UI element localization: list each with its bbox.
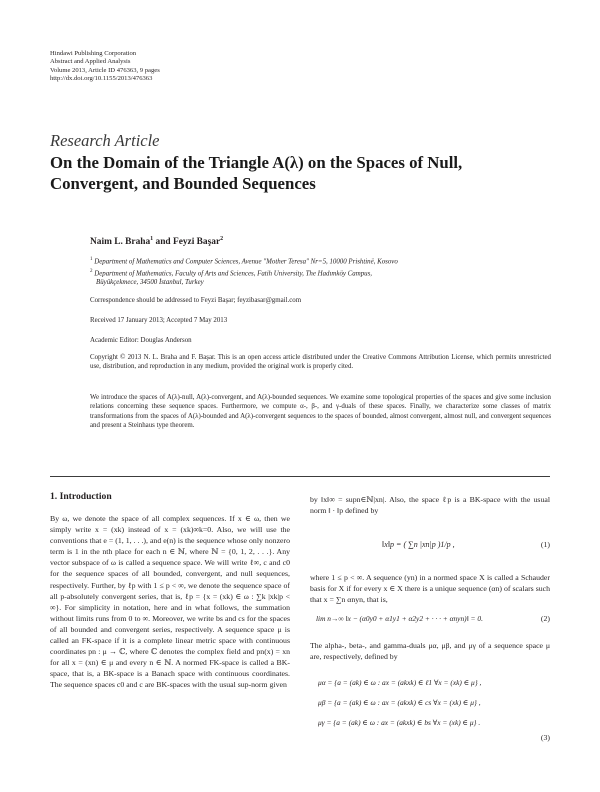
section-heading: 1. Introduction: [50, 491, 112, 502]
author-affiliation-mark: 2: [220, 236, 224, 242]
affiliation-1: Department of Mathematics and Computer Sciences, Avenue "Mother Teresa" Nr=5, 10000 Prishtinë, Kosovo: [94, 258, 398, 266]
copyright-notice: Copyright © 2013 N. L. Braha and F. Başar. This is an open access article distributed under the Creative Commons Attribution License, which permits unrestricted use, distribution, and reproduction in any medium, provided the original work is properly cited.: [90, 354, 551, 371]
journal-header: [50, 50, 160, 83]
equation-1: [310, 540, 550, 554]
equation-1-body: ‖x‖p = ( ∑n |xn|p )1/p ,: [382, 540, 455, 549]
equation-1-number: (1): [540, 540, 550, 549]
author-name: Naim L. Braha: [90, 237, 151, 248]
equation-3-beta: μβ = {a = (ak) ∈ ω : ax = (akxk) ∈ cs ∀x = (xk) ∈ μ} ,: [318, 698, 481, 707]
equation-2-number: (2): [540, 614, 550, 623]
affiliation-number: 1: [90, 257, 93, 262]
received-dates: Received 17 January 2013; Accepted 7 May 2013: [90, 317, 228, 324]
equation-2-body: lim n→∞ ‖x − (α0y0 + α1y1 + α2y2 + · · · + αnyn)‖ = 0.: [316, 614, 483, 623]
abstract: We introduce the spaces of A(λ)-null, A(λ)-convergent, and A(λ)-bounded sequences. We examine some topological properties of the spaces and give some inclusion relations concerning these sequence spaces. Furthermore, we compute α-, β-, and γ-duals of these spaces. Finally, we characterize some classes of matrix transformations from the spaces of A(λ)-bounded and A(λ)-convergent sequences to the spaces of bounded, almost convergent, almost null, and convergent sequences and present a Steinhaus type theorem.: [90, 394, 551, 430]
affiliation-number: 2: [90, 268, 93, 274]
affiliation-2-line-1: Department of Mathematics, Faculty of Arts and Sciences, Fatih University, The Hadımköy Campus,: [94, 269, 372, 277]
article-type: Research Article: [50, 131, 160, 150]
divider: [50, 476, 550, 477]
author-name: Feyzi Başar: [172, 237, 221, 248]
academic-editor: Academic Editor: Douglas Anderson: [90, 337, 192, 344]
paper-title: On the Domain of the Triangle A(λ) on the Spaces of Null, Convergent, and Bounded Sequences: [50, 153, 463, 193]
equation-3-number: (3): [540, 733, 550, 742]
equation-3-alpha: μα = {a = (ak) ∈ ω : ax = (akxk) ∈ ℓ1 ∀x = (xk) ∈ μ} ,: [318, 678, 482, 687]
right-column-paragraph-1: by ‖x‖∞ = supn∈ℕ|xn|. Also, the space ℓp is a BK-space with the usual norm ‖ · ‖p defined by: [310, 495, 550, 516]
right-column-paragraph-2: where 1 ≤ p < ∞. A sequence (yn) in a normed space X is called a Schauder basis for X if for every x ∈ X there is a unique sequence (αn) of scalars such that x = ∑n αnyn, that is,: [310, 573, 550, 605]
affiliation-2-line-2: Büyükçekmece, 34500 İstanbul, Turkey: [96, 279, 204, 286]
volume-line: Volume 2013, Article ID 476363, 9 pages: [50, 66, 160, 74]
affiliations: [90, 255, 550, 287]
correspondence: Correspondence should be addressed to Feyzi Başar; feyzibasar@gmail.com: [90, 297, 302, 304]
author-joiner: and: [153, 237, 173, 248]
journal-line: Abstract and Applied Analysis: [50, 58, 131, 66]
equation-3-gamma: μγ = {a = (ak) ∈ ω : ax = (akxk) ∈ bs ∀x = (xk) ∈ μ} .: [318, 718, 481, 727]
left-column-text: By ω, we denote the space of all complex sequences. If x ∈ ω, then we simply write x = (xk) instead of x = (xk)∞k=0. Also, we will use the conventions that e = (1, 1, . . .), and e(n) is the sequence whose only nonzero term is 1 in the nth place for each n ∈ ℕ, where ℕ = {0, 1, 2, . . .}. Any vector subspace of ω is called a sequence space. We will write ℓ∞, c and c0 for the sequence spaces of all bounded, convergent, and null sequences, respectively. Further, by ℓp with 1 ≤ p < ∞, we denote the sequence space of all p-absolutely convergent series, that is, ℓp = {x = (xk) ∈ ω : ∑k |xk|p < ∞}. For simplicity in notation, here and in what follows, the summation without limits runs from 0 to ∞. Moreover, we write bs and cs for the spaces of all bounded and convergent series, respectively. A sequence space μ is called an FK-space if it is a complete linear metric space with continuous coordinates pn : μ → ℂ, where ℂ denotes the complex field and pn(x) = xn for all x = (xn) ∈ μ and every n ∈ ℕ. A normed FK-space is called a BK-space, that is, a BK-space is a Banach space with continuous coordinates. The sequence spaces c0 and c are BK-spaces with the usual sup-norm given: [50, 514, 290, 690]
equation-2: [310, 614, 550, 628]
author-list: [90, 236, 223, 247]
right-column-paragraph-3: The alpha-, beta-, and gamma-duals μα, μβ, and μγ of a sequence space μ are, respectively, defined by: [310, 641, 550, 662]
publisher-line: Hindawi Publishing Corporation: [50, 50, 137, 57]
equation-3: [310, 678, 550, 768]
doi-link[interactable]: http://dx.doi.org/10.1155/2013/476363: [50, 74, 153, 82]
author-affiliation-mark: 1: [150, 236, 154, 242]
